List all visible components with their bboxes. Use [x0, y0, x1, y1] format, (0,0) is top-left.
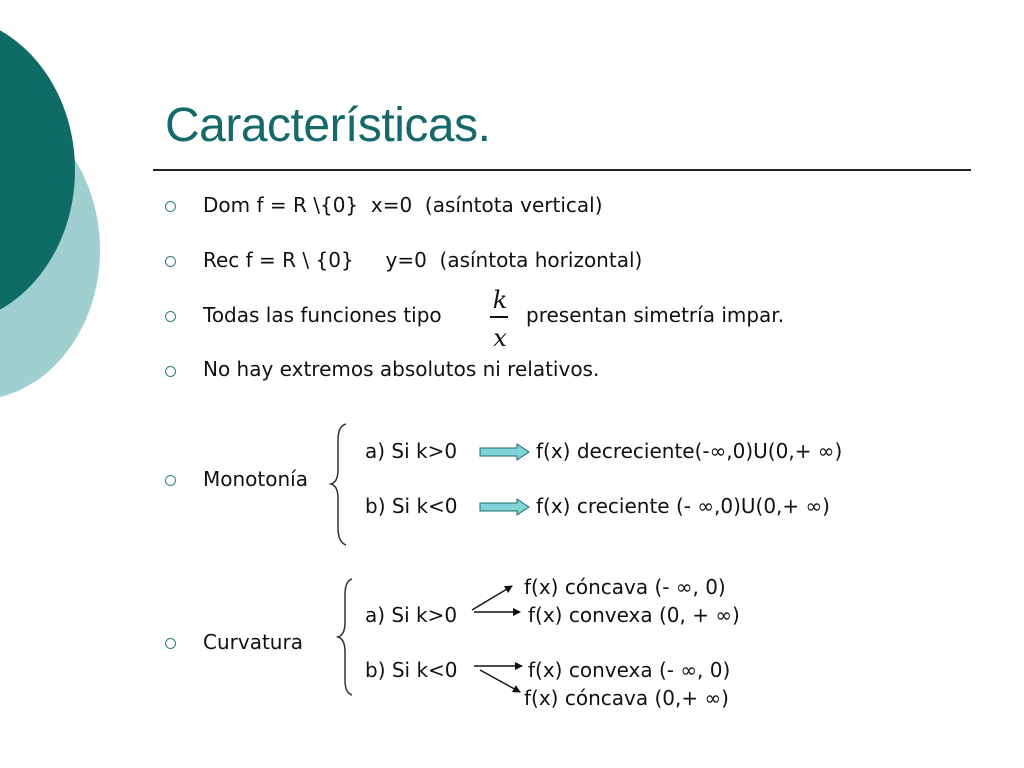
monotonia-case-a: a) Si k>0	[365, 439, 458, 463]
curvatura-a-top: f(x) cóncava (- ∞, 0)	[524, 575, 726, 599]
curvatura-a-bottom: f(x) convexa (0, + ∞)	[528, 603, 740, 627]
fraction-denominator: x	[493, 324, 507, 352]
monotonia-arrow-b	[480, 499, 529, 515]
curvatura-b-bottom: f(x) cóncava (0,+ ∞)	[524, 686, 729, 710]
monotonia-result-b: f(x) creciente (- ∞,0)U(0,+ ∞)	[536, 494, 830, 518]
curvatura-brace	[338, 579, 352, 695]
curvatura-arrow-b-down	[480, 670, 520, 692]
symmetry-item-after: presentan simetría impar.	[526, 303, 785, 327]
curvatura-case-a: a) Si k>0	[365, 603, 458, 627]
monotonia-case-b: b) Si k<0	[365, 494, 458, 518]
curvatura-arrow-a-up	[472, 586, 512, 610]
range-item: Rec f = R \ {0} y=0 (asíntota horizontal)	[203, 248, 643, 272]
monotonia-result-a: f(x) decreciente(-∞,0)U(0,+ ∞)	[536, 439, 843, 463]
symmetry-item-before: Todas las funciones tipo	[203, 303, 442, 327]
curvatura-b-top: f(x) convexa (- ∞, 0)	[528, 658, 731, 682]
curvatura-label: Curvatura	[203, 630, 303, 654]
slide-title: Características.	[165, 99, 491, 152]
monotonia-label: Monotonía	[203, 467, 308, 491]
monotonia-arrow-a	[480, 444, 529, 460]
fraction-numerator: k	[492, 286, 508, 314]
extremes-item: No hay extremos absolutos ni relativos.	[203, 357, 600, 381]
domain-item: Dom f = R \{0} x=0 (asíntota vertical)	[203, 193, 603, 217]
monotonia-brace	[331, 424, 346, 545]
curvatura-case-b: b) Si k<0	[365, 658, 458, 682]
